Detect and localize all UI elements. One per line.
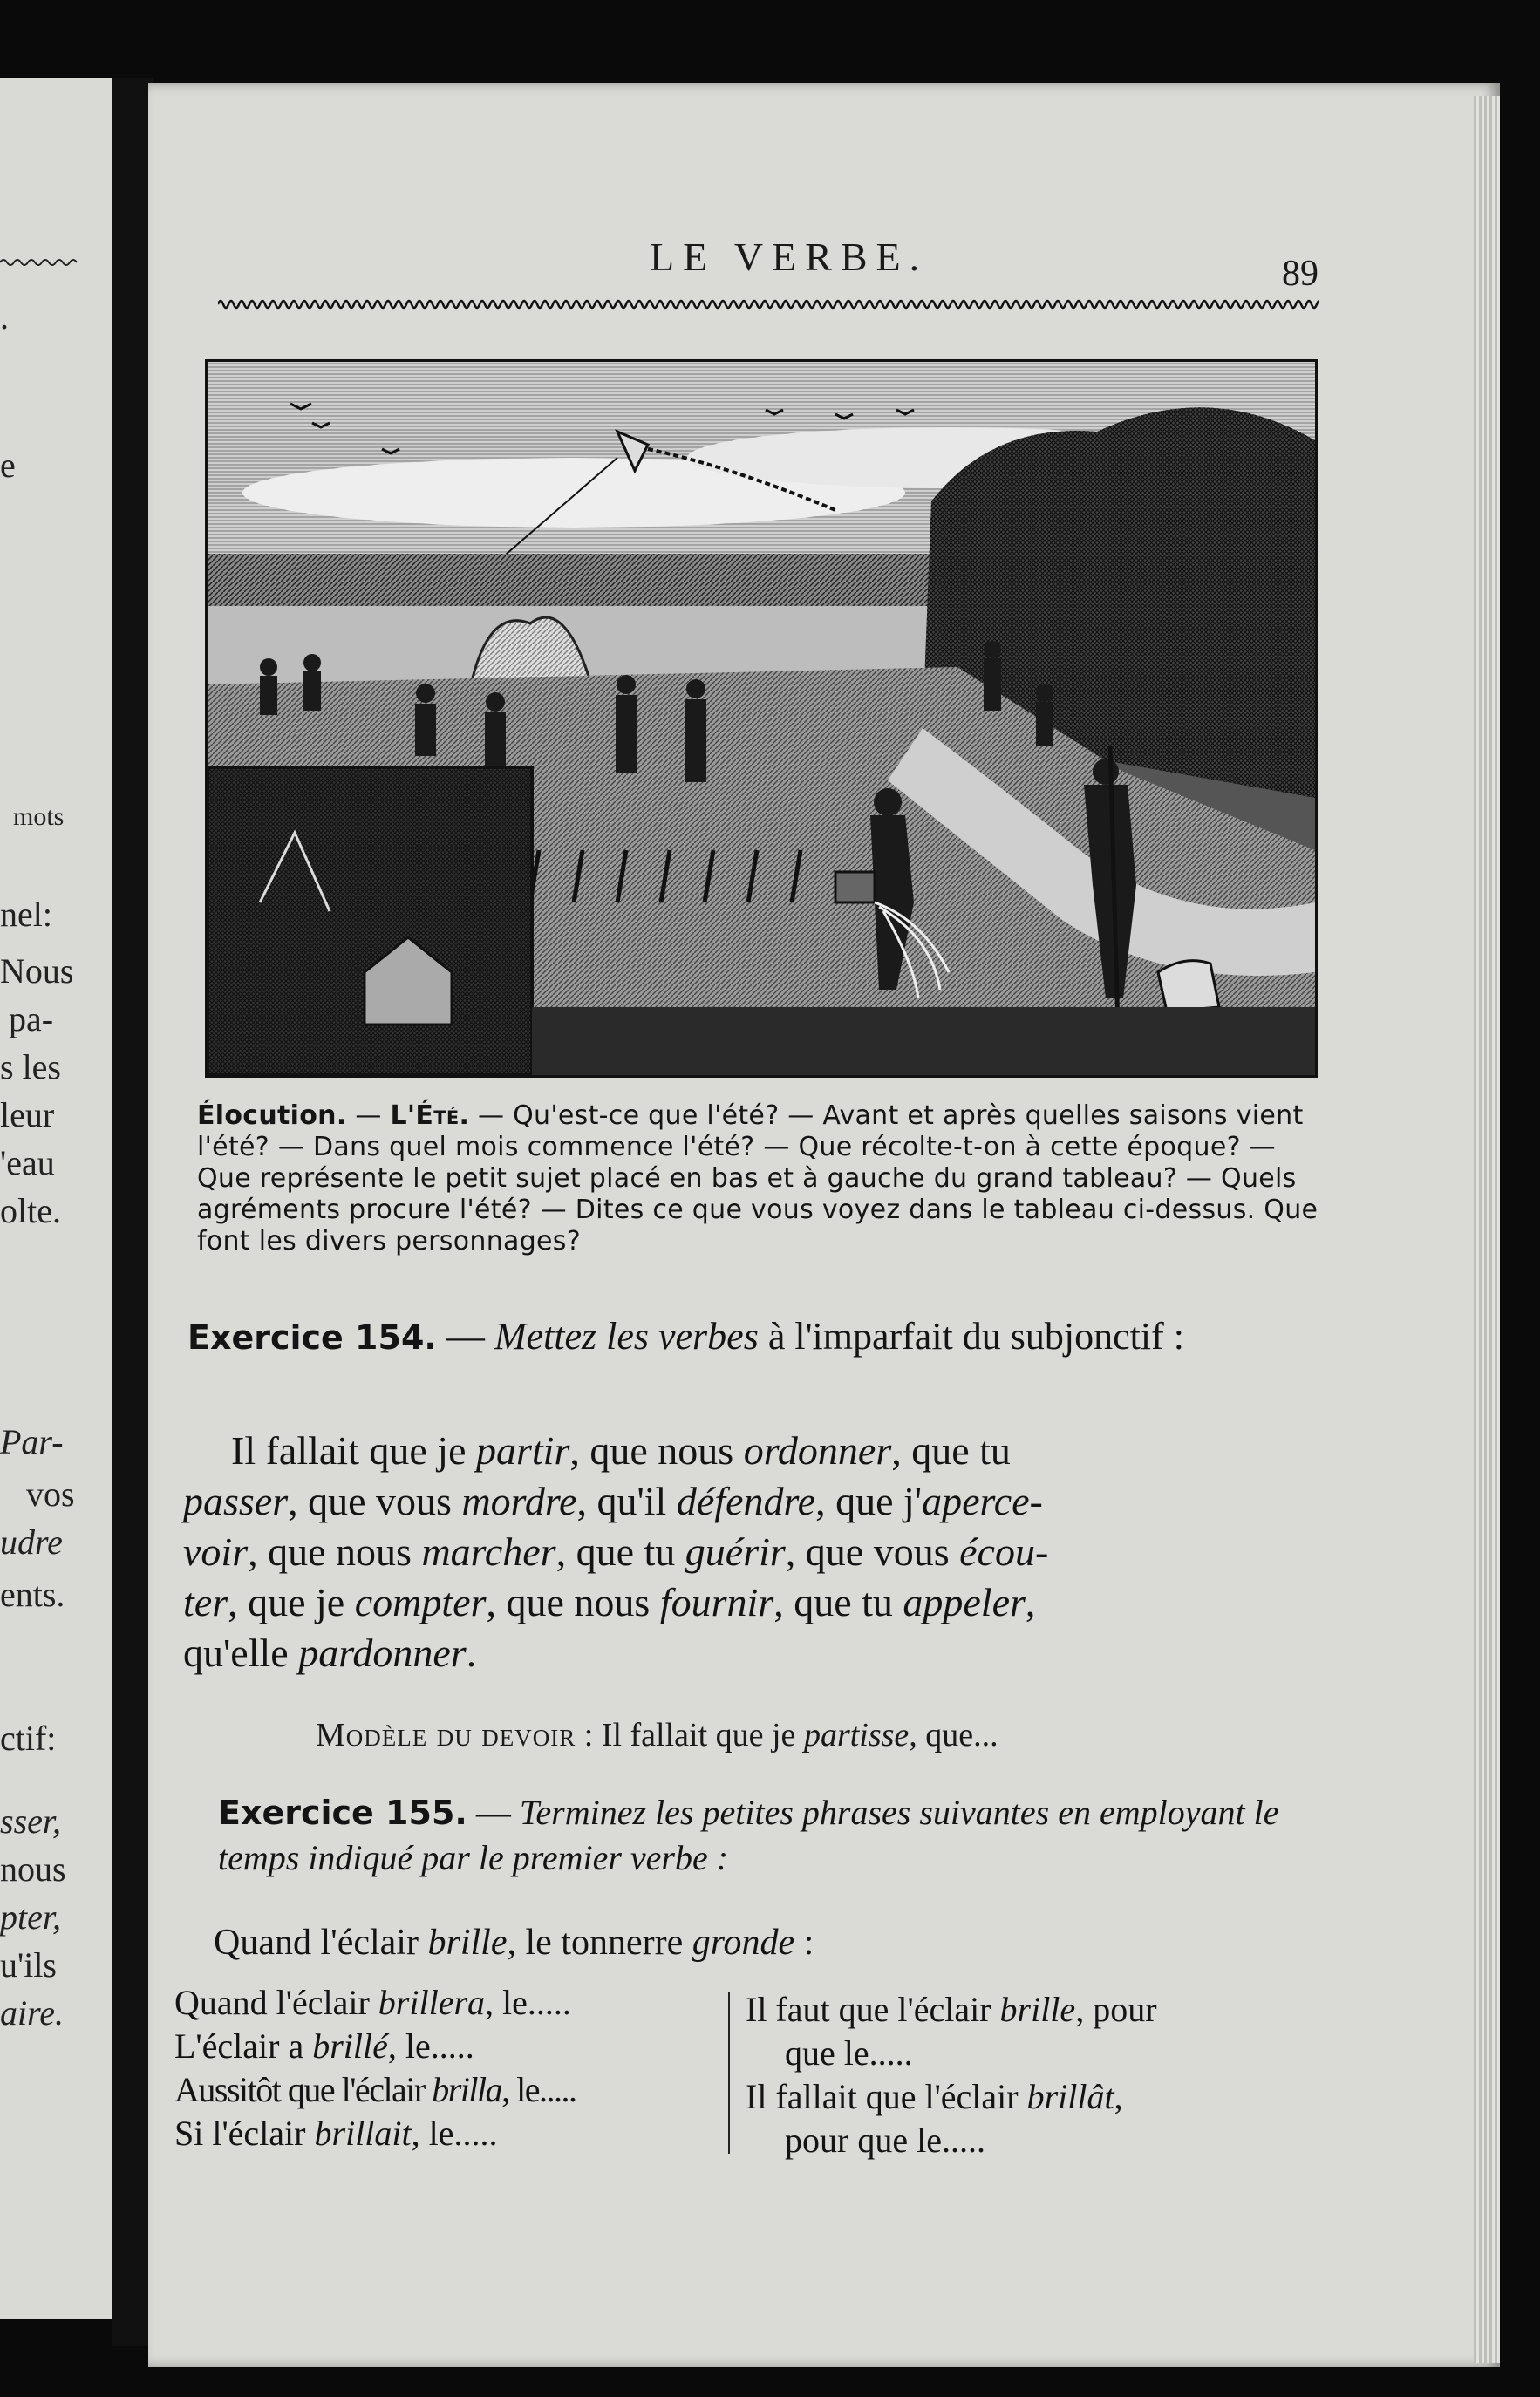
exercise-154-instruction-italic: Mettez les verbes: [494, 1315, 759, 1358]
verb: marcher: [421, 1529, 556, 1574]
model-label: Modèle du devoir: [316, 1717, 576, 1753]
text-run: , que j': [815, 1479, 923, 1523]
text-run: :: [794, 1923, 814, 1963]
engraving-image: [208, 362, 1315, 1075]
verb: défendre: [676, 1479, 816, 1523]
exercise-155-example: [214, 1918, 814, 1967]
exercise-155-dash: —: [467, 1793, 520, 1832]
facing-fragment: pa-: [9, 999, 54, 1038]
facing-page-rule: [0, 257, 80, 268]
verb: pardonner: [298, 1631, 467, 1675]
verb: mordre: [461, 1479, 577, 1523]
text-run: : Il fallait que je: [576, 1717, 804, 1753]
verb: passer: [183, 1479, 289, 1523]
text-run: , que tu: [773, 1580, 903, 1624]
exercise-155-heading: [218, 1790, 1317, 1881]
verb: fournir: [659, 1580, 774, 1624]
text-run: , que nous: [486, 1580, 660, 1624]
facing-page: [0, 78, 112, 2319]
text-run: qu'elle: [183, 1631, 299, 1675]
exercise-line: [183, 1426, 1312, 1476]
verb: compter: [354, 1580, 487, 1624]
list-item: Si l'éclair brillait, le.....: [174, 2114, 498, 2153]
exercise-154-heading: [187, 1312, 1312, 1362]
verb: partir: [476, 1428, 570, 1473]
verb: appeler: [903, 1580, 1026, 1624]
list-item: Quand l'éclair brillera, le.....: [174, 1983, 571, 2022]
facing-fragment: nous: [0, 1849, 66, 1889]
caption-topic: L'Été.: [390, 1100, 470, 1131]
list-item: Il fallait que l'éclair brillât,: [746, 2077, 1123, 2116]
list-item: Aussitôt que l'éclair brilla, le.....: [174, 2070, 576, 2109]
book-gutter: [112, 78, 153, 2346]
verb: ordonner: [743, 1428, 892, 1473]
list-item: que le.....: [785, 2033, 913, 2073]
exercise-line: [183, 1577, 1312, 1628]
verb: aperce-: [922, 1479, 1043, 1523]
text-run: que...: [917, 1717, 998, 1753]
exercise-155-right-column: [746, 1988, 1312, 2162]
text-run: ,: [1025, 1580, 1036, 1624]
verb: brille: [427, 1923, 508, 1963]
column-divider: [728, 1992, 730, 2154]
facing-fragment: vos: [26, 1474, 75, 1514]
facing-fragment: udre: [0, 1522, 63, 1562]
exercise-155-instruction: Terminez les petites phrases suivantes en employant le temps indiqué par le premier verbe :: [218, 1793, 1279, 1877]
facing-fragment: ctif:: [0, 1719, 57, 1758]
exercise-154-instruction: à l'imparfait du subjonctif :: [758, 1315, 1184, 1358]
verb: voir: [183, 1529, 249, 1574]
text-run: , qu'il: [576, 1479, 677, 1523]
text-run: .: [466, 1631, 477, 1675]
text-run: Quand l'éclair: [214, 1923, 428, 1963]
facing-fragment: u'ils: [0, 1945, 57, 1985]
verb: guérir: [685, 1529, 786, 1574]
facing-fragment: sser,: [0, 1801, 62, 1841]
facing-fragment: leur: [0, 1095, 55, 1134]
exercise-line: [183, 1628, 1312, 1679]
elocution-caption: [197, 1100, 1322, 1257]
facing-fragment: ents.: [0, 1575, 65, 1614]
facing-fragment: pter,: [0, 1897, 61, 1937]
caption-questions: — Qu'est-ce que l'été? — Avant et après quelles saisons vient l'été? — Dans quel mois commence l'été? — Que récolte-t-on à cette époque? — Que représente le petit sujet placé en bas et à gauche du grand tableau? — Quels agréments procure l'été? — Dites ce que vous voyez dans le tableau ci-dessus. Que font les divers personnages?: [197, 1100, 1319, 1256]
verb: ter: [183, 1580, 228, 1624]
facing-fragment: e: [0, 446, 16, 485]
exercise-154-label: Exercice 154.: [187, 1318, 437, 1357]
text-run: , que je: [228, 1580, 355, 1624]
facing-fragment: 'eau: [0, 1143, 55, 1182]
exercise-155-left-column: [174, 1981, 715, 2155]
exercise-line: [183, 1476, 1312, 1527]
page-edge: [1474, 96, 1500, 2363]
model-answer: [316, 1716, 998, 1754]
exercise-line: [183, 1527, 1312, 1577]
page-number: 89: [1282, 254, 1319, 294]
facing-fragment: nel:: [0, 895, 52, 934]
caption-label: Élocution.: [197, 1100, 347, 1131]
caption-dash: —: [346, 1100, 391, 1131]
verb: partisse,: [803, 1717, 917, 1753]
facing-fragment: Nous: [0, 951, 74, 991]
text-run: , que vous: [288, 1479, 462, 1523]
summer-scene-illustration: [205, 359, 1318, 1078]
facing-fragment: Par-: [0, 1422, 64, 1461]
verb: écou-: [959, 1529, 1049, 1574]
text-run: , que vous: [785, 1529, 960, 1574]
facing-fragment: .: [0, 297, 9, 337]
facing-fragment: s les: [0, 1047, 61, 1086]
text-run: , que tu: [555, 1529, 685, 1574]
exercise-155-label: Exercice 155.: [218, 1794, 467, 1832]
text-run: Il fallait que je: [231, 1428, 476, 1473]
text-run: , que tu: [891, 1428, 1011, 1473]
verb: gronde: [692, 1923, 795, 1963]
text-run: , que nous: [569, 1428, 744, 1473]
facing-fragment: aire.: [0, 1993, 64, 2033]
list-item: Il faut que l'éclair brille, pour: [746, 1990, 1157, 2029]
exercise-154-sentences: [183, 1426, 1312, 1679]
exercise-154-dash: —: [436, 1315, 494, 1358]
text-run: , que nous: [248, 1529, 422, 1574]
list-item: L'éclair a brillé, le.....: [174, 2026, 474, 2066]
running-head: LE VERBE.: [650, 235, 929, 279]
facing-fragment: olte.: [0, 1191, 61, 1230]
header-wavy-rule: [218, 295, 1319, 314]
list-item: pour que le.....: [785, 2121, 985, 2160]
facing-fragment: mots: [13, 802, 65, 831]
text-run: , le tonnerre: [507, 1923, 692, 1963]
